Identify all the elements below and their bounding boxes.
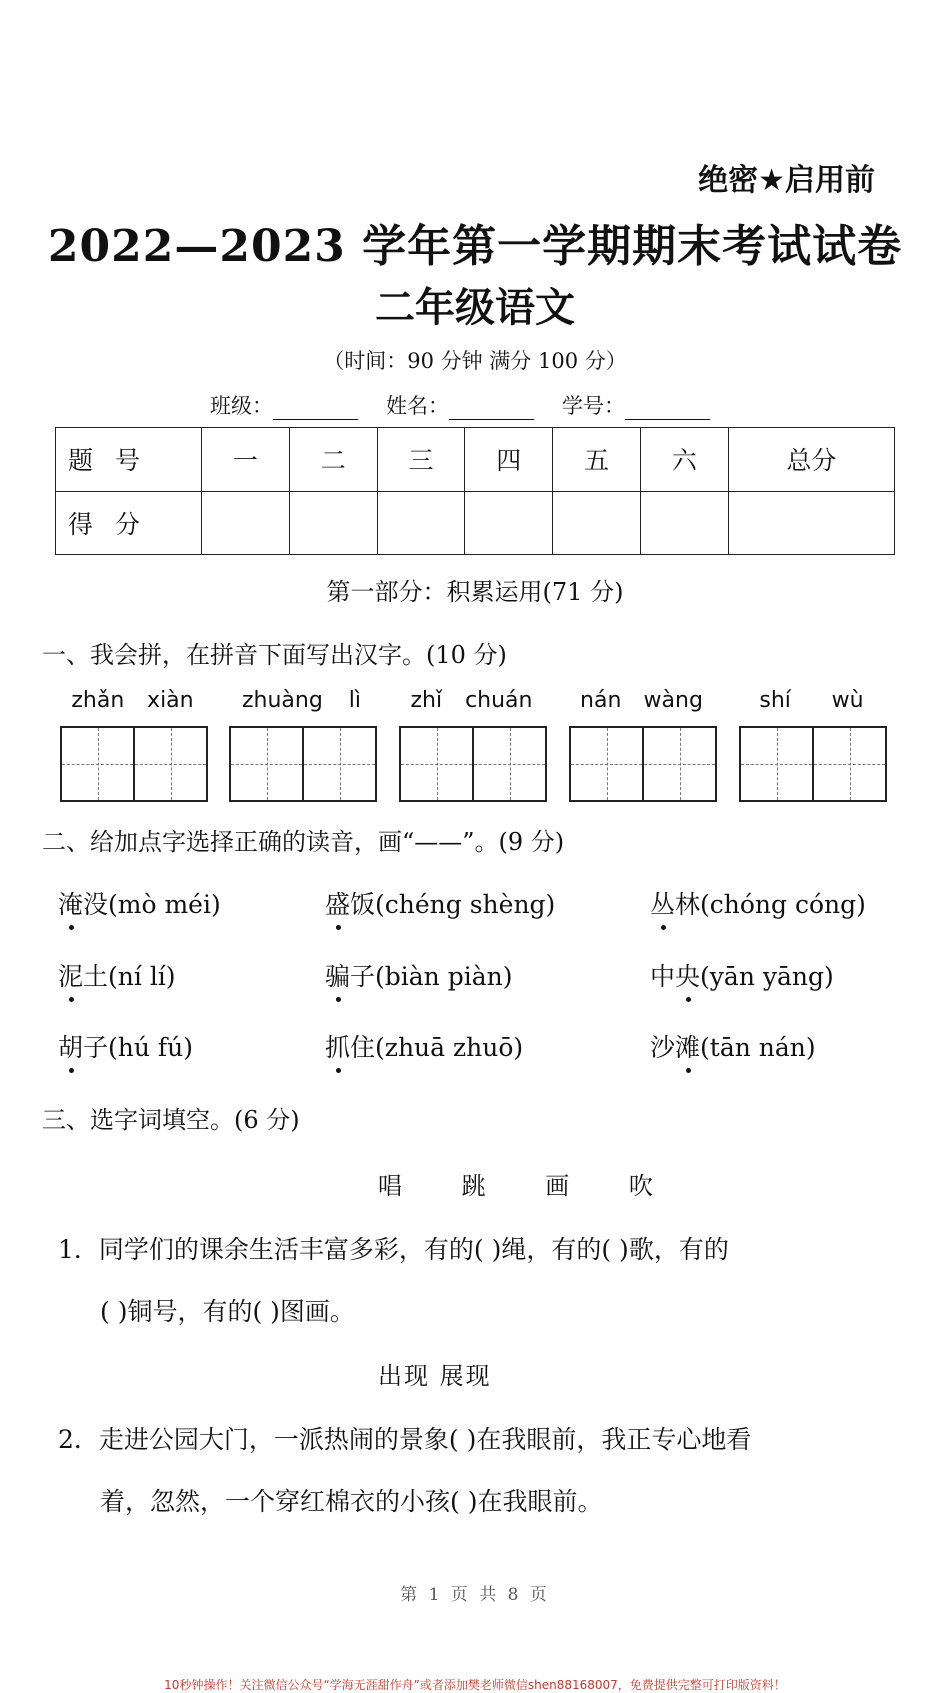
score-col-6: 六 [640,428,728,492]
writing-boxes[interactable] [60,726,208,802]
name-field[interactable]: 姓名： [386,390,534,420]
pinyin-group [229,688,374,802]
number-blank[interactable] [625,401,710,420]
score-cell[interactable] [465,491,553,555]
writing-boxes[interactable] [739,726,887,802]
number-field[interactable]: 学号： [562,390,710,420]
section1-title: 一、我会拼，在拼音下面写出汉字。(10 分) [42,641,507,669]
score-table-header-row [56,428,895,492]
time-info: （时间：90 分钟 满分 100 分） [323,349,627,373]
pinyin-label: zhuàng [241,688,323,713]
watermark-notice: 10秒钟操作！关注微信公众号“学海无涯甜作舟”或者添加樊老师微信shen88168007，免费提供完整可打印版资料！ [164,1678,786,1692]
score-table-score-row [56,491,895,555]
score-cell[interactable] [377,491,465,555]
score-cell[interactable] [202,491,290,555]
confidential-label: 绝密★启用前 [698,163,875,198]
pronunciation-item[interactable]: 淹没(mò méi) [58,885,221,921]
writing-boxes[interactable] [569,726,717,802]
section2-title: 二、给加点字选择正确的读音，画“——”。(9 分) [42,828,565,856]
score-col-3: 三 [377,428,465,492]
exam-title: 2022—2023 学年第一学期期末考试试卷 [47,221,903,272]
score-col-total: 总分 [728,428,894,492]
pronunciation-item[interactable]: 泥土(ní lí) [58,957,176,993]
writing-boxes[interactable] [399,726,547,802]
pinyin-group [60,688,205,802]
name-blank[interactable] [449,401,534,420]
score-col-5: 五 [553,428,641,492]
score-col-4: 四 [465,428,553,492]
class-blank[interactable] [273,401,358,420]
pronunciation-item[interactable]: 胡子(hú fú) [58,1028,193,1064]
score-table [55,427,895,555]
section3-title: 三、选字词填空。(6 分) [42,1106,300,1134]
pronunciation-item[interactable]: 抓住(zhuā zhuō) [325,1028,523,1064]
question-2-line2[interactable]: 着，忽然，一个穿红棉衣的小孩( )在我眼前。 [100,1487,603,1516]
pinyin-label: zhǎn [71,688,125,713]
pinyin-group [569,688,714,802]
score-cell[interactable] [553,491,641,555]
question-2-line1[interactable]: 2．走进公园大门，一派热闹的景象( )在我眼前，我正专心地看 [58,1425,752,1454]
class-field[interactable]: 班级： [210,390,358,420]
pinyin-label: lì [348,688,362,713]
pinyin-label: zhǐ [410,688,443,713]
score-cell[interactable] [640,491,728,555]
score-cell[interactable] [728,491,894,555]
pinyin-label: xiàn [147,688,194,713]
word-choices: 唱 跳 画 吹 [378,1172,679,1200]
score-col-1: 一 [202,428,290,492]
question-1-line1[interactable]: 1．同学们的课余生活丰富多彩，有的( )绳，有的( )歌，有的 [58,1235,729,1264]
score-cell[interactable] [289,491,377,555]
pinyin-label: wàng [643,688,703,713]
score-table-row-head: 题号 [56,428,202,492]
pinyin-group [739,688,884,802]
pronunciation-item[interactable]: 盛饭(chéng shèng) [325,885,555,921]
question-1-line2[interactable]: ( )铜号，有的( )图画。 [100,1297,355,1326]
pinyin-label: shí [759,688,791,713]
word-choices: 出现 展现 [378,1362,492,1390]
pinyin-group [399,688,544,802]
score-table-row-head: 得分 [56,491,202,555]
pronunciation-item[interactable]: 丛林(chóng cóng) [650,885,866,921]
score-col-2: 二 [289,428,377,492]
page-number: 第 1 页 共 8 页 [400,1585,550,1605]
pinyin-label: chuán [465,688,533,713]
writing-boxes[interactable] [229,726,377,802]
pronunciation-item[interactable]: 骗子(biàn piàn) [325,957,512,993]
part-heading: 第一部分：积累运用(71 分) [326,578,624,606]
pronunciation-item[interactable]: 中央(yān yāng) [650,957,834,993]
student-info [210,390,710,420]
exam-subtitle: 二年级语文 [375,284,575,331]
pinyin-label: wù [831,688,864,713]
pronunciation-item[interactable]: 沙滩(tān nán) [650,1028,816,1064]
pinyin-label: nán [580,688,622,713]
